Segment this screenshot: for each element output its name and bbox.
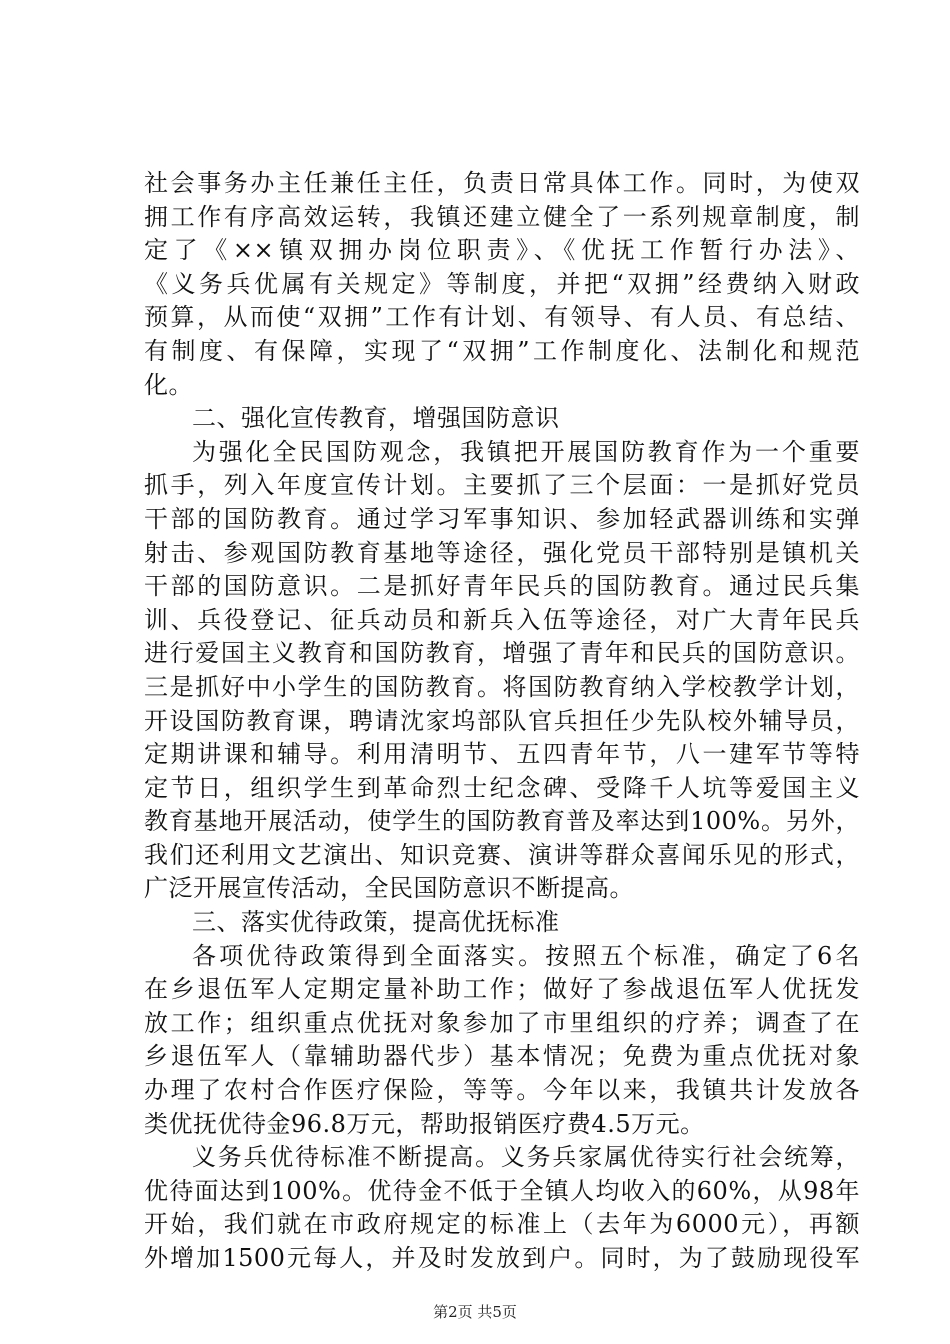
document-body: [144, 167, 860, 1276]
text-line: 有制度、有保障，实现了“双拥”工作制度化、法制化和规范: [144, 336, 860, 365]
text-line: 优待面达到100%。优待金不低于全镇人均收入的60%，从98年: [144, 1176, 860, 1205]
text-line: 乡退伍军人（靠辅助器代步）基本情况；免费为重点优抚对象: [144, 1042, 860, 1071]
text-line: 预算，从而使“双拥”工作有计划、有领导、有人员、有总结、: [144, 303, 860, 332]
text-line: 射击、参观国防教育基地等途径，强化党员干部特别是镇机关: [144, 538, 860, 567]
text-line: 教育基地开展活动，使学生的国防教育普及率达到100%。另外，: [144, 807, 860, 836]
text-line: 广泛开展宣传活动，全民国防意识不断提高。: [144, 874, 634, 903]
text-line: 定期讲课和辅导。利用清明节、五四青年节，八一建军节等特: [144, 740, 860, 769]
text-line: 开始，我们就在市政府规定的标准上（去年为6000元），再额: [144, 1210, 860, 1239]
text-line: 义务兵优待标准不断提高。义务兵家属优待实行社会统筹，: [192, 1143, 860, 1172]
text-line: 开设国防教育课，聘请沈家坞部队官兵担任少先队校外辅导员，: [144, 706, 860, 735]
text-line: 在乡退伍军人定期定量补助工作；做好了参战退伍军人优抚发: [144, 975, 860, 1004]
text-line: 社会事务办主任兼任主任，负责日常具体工作。同时，为使双: [144, 169, 860, 197]
text-line: 定节日，组织学生到革命烈士纪念碑、受降千人坑等爱国主义: [144, 773, 860, 802]
text-line: 进行爱国主义教育和国防教育，增强了青年和民兵的国防意识。: [144, 639, 860, 668]
text-line: 定了《××镇双拥办岗位职责》、《优抚工作暂行办法》、: [144, 236, 860, 265]
text-line: 拥工作有序高效运转，我镇还建立健全了一系列规章制度，制: [144, 202, 860, 231]
text-line: 化。: [144, 370, 193, 399]
text-line: 为强化全民国防观念，我镇把开展国防教育作为一个重要: [192, 437, 860, 466]
text-line: 外增加1500元每人，并及时发放到户。同时，为了鼓励现役军: [144, 1244, 860, 1272]
text-line: 抓手，列入年度宣传计划。主要抓了三个层面：一是抓好党员: [144, 471, 860, 500]
text-line: 我们还利用文艺演出、知识竞赛、演讲等群众喜闻乐见的形式，: [144, 840, 860, 869]
text-line: 各项优待政策得到全面落实。按照五个标准，确定了6名: [192, 941, 860, 970]
text-line: 办理了农村合作医疗保险，等等。今年以来，我镇共计发放各: [144, 1076, 860, 1105]
section-heading: 二、强化宣传教育，增强国防意识: [192, 404, 560, 433]
text-line: 干部的国防意识。二是抓好青年民兵的国防教育。通过民兵集: [144, 572, 860, 601]
text-line: 训、兵役登记、征兵动员和新兵入伍等途径，对广大青年民兵: [144, 605, 860, 634]
text-line: 放工作；组织重点优抚对象参加了市里组织的疗养；调查了在: [144, 1008, 860, 1037]
text-line: 三是抓好中小学生的国防教育。将国防教育纳入学校教学计划，: [144, 672, 860, 701]
text-line: 《义务兵优属有关规定》等制度，并把“双拥”经费纳入财政: [144, 269, 860, 298]
section-heading: 三、落实优待政策，提高优抚标准: [192, 908, 560, 937]
text-line: 干部的国防教育。通过学习军事知识、参加轻武器训练和实弹: [144, 504, 860, 533]
page-footer: 第2页 共5页: [433, 1303, 517, 1321]
text-line: 类优抚优待金96.8万元，帮助报销医疗费4.5万元。: [144, 1109, 705, 1138]
